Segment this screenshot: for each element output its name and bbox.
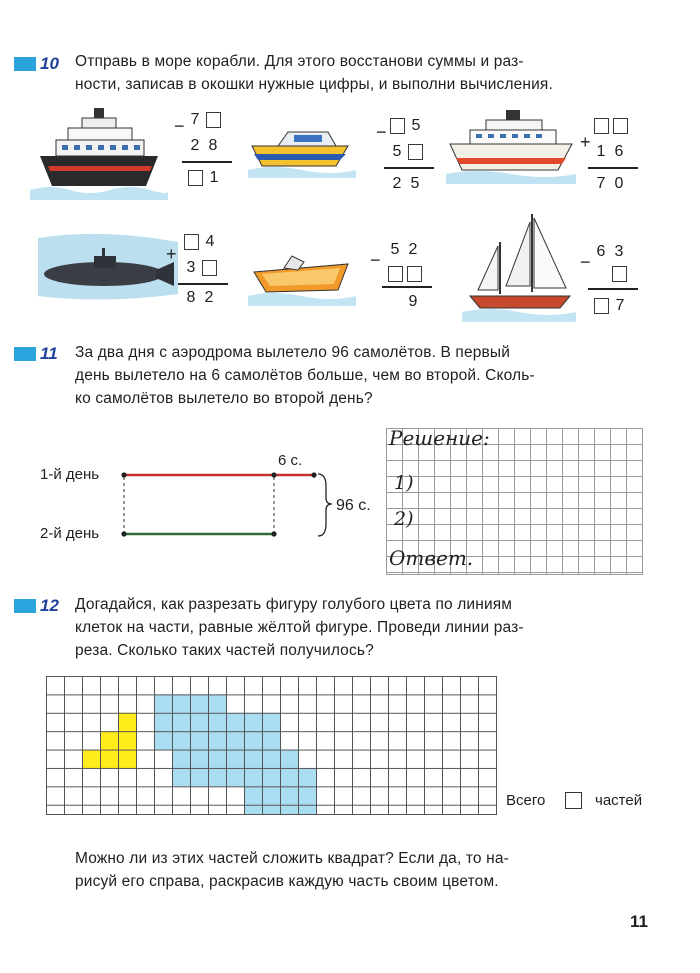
digit-box[interactable]: [202, 260, 217, 276]
digit: 2: [408, 241, 418, 258]
digit-box[interactable]: [206, 112, 221, 128]
digit: 5: [392, 143, 402, 160]
problem-3: [578, 114, 642, 200]
sum-line: [384, 167, 434, 169]
task-12-text-line-1: Догадайся, как разрезать фигуру голубого цвета по линиям: [75, 596, 513, 613]
digit: 0: [614, 175, 624, 192]
digit-box[interactable]: [408, 144, 423, 160]
digit: 9: [408, 293, 418, 310]
solution-title: Решение:: [389, 426, 490, 450]
day-1-label: 1-й день: [40, 466, 100, 483]
task-10-number: 10: [14, 54, 59, 74]
digit: 5: [410, 175, 420, 192]
total-suffix-label: частей: [595, 792, 643, 809]
minus-sign: −: [580, 252, 591, 272]
digit-box[interactable]: [613, 118, 628, 134]
cruise-ship-illustration: [446, 108, 576, 184]
digit-box[interactable]: [594, 298, 609, 314]
digit: 5: [390, 241, 400, 258]
sum-line: [178, 283, 228, 285]
task-10-text-line-2: ности, записав в окошки нужные цифры, и выполни вычисления.: [75, 76, 553, 93]
problem-6: [578, 240, 642, 326]
digit: 7: [615, 297, 625, 314]
digit: 5: [411, 117, 421, 134]
digit-box[interactable]: [388, 266, 403, 282]
solution-step-1: 1): [394, 472, 414, 494]
submarine-illustration: [32, 232, 182, 304]
plus-sign: +: [166, 244, 177, 264]
task-12-question-line-1: Можно ли из этих частей сложить квадрат? Если да, то на-: [75, 850, 509, 867]
digit: 3: [186, 259, 196, 276]
answer-box[interactable]: [565, 792, 582, 809]
task-marker: [14, 347, 36, 361]
cutting-grid[interactable]: [46, 676, 497, 815]
segment-diagram: [118, 468, 338, 542]
digit: 1: [209, 169, 219, 186]
digit: 1: [596, 143, 606, 160]
digit: 6: [596, 243, 606, 260]
problem-4: [164, 230, 228, 316]
task-12-number: 12: [14, 596, 59, 616]
task-marker: [14, 599, 36, 613]
digit: 7: [190, 111, 200, 128]
task-12-text-line-2: клеток на части, равные жёлтой фигуре. Проведи линии раз-: [75, 619, 524, 636]
solution-step-2: 2): [394, 508, 414, 530]
digit-box[interactable]: [612, 266, 627, 282]
steamship-illustration: [30, 104, 168, 200]
task-11-text-line-3: ко самолётов вылетело во второй день?: [75, 390, 373, 407]
difference-label: 6 с.: [278, 452, 303, 469]
sum-line: [382, 286, 432, 288]
digit: 6: [614, 143, 624, 160]
problem-1: [172, 108, 236, 194]
sum-line: [588, 167, 638, 169]
digit-box[interactable]: [594, 118, 609, 134]
task-12-question-line-2: рисуй его справа, раскрасив каждую часть своим цветом.: [75, 873, 499, 890]
sum-line: [182, 161, 232, 163]
digit: 3: [614, 243, 624, 260]
digit-box[interactable]: [407, 266, 422, 282]
task-11-text-line-2: день вылетело на 6 самолётов больше, чем во второй. Сколь-: [75, 367, 535, 384]
task-10-text-line-1: Отправь в море корабли. Для этого восстанови суммы и раз-: [75, 53, 524, 70]
solution-answer: Ответ.: [389, 546, 474, 570]
digit: 2: [190, 137, 200, 154]
digit: 2: [392, 175, 402, 192]
sum-line: [588, 288, 638, 290]
plus-sign: +: [580, 132, 591, 152]
digit: 4: [205, 233, 215, 250]
sailboat-illustration: [462, 208, 576, 322]
total-prefix-label: Всего: [506, 792, 546, 809]
motorboat-illustration: [248, 250, 356, 306]
task-11-text-line-1: За два дня с аэродрома вылетело 96 самолётов. В первый: [75, 344, 511, 361]
problem-5: [368, 238, 432, 324]
total-label: 96 с.: [336, 497, 371, 514]
motor-yacht-illustration: [248, 124, 356, 178]
page-number: 11: [630, 912, 648, 931]
day-2-label: 2-й день: [40, 525, 100, 542]
task-12-text-line-3: реза. Сколько таких частей получилось?: [75, 642, 374, 659]
digit-box[interactable]: [188, 170, 203, 186]
digit-box[interactable]: [184, 234, 199, 250]
curly-brace: [318, 474, 332, 536]
digit: 7: [596, 175, 606, 192]
digit: 2: [204, 289, 214, 306]
digit-box[interactable]: [390, 118, 405, 134]
digit: 8: [208, 137, 218, 154]
problem-2: [374, 114, 438, 200]
digit: 8: [186, 289, 196, 306]
task-marker: [14, 57, 36, 71]
minus-sign: −: [376, 122, 387, 142]
task-11-number: 11: [14, 344, 58, 364]
minus-sign: −: [370, 250, 381, 270]
minus-sign: −: [174, 116, 185, 136]
